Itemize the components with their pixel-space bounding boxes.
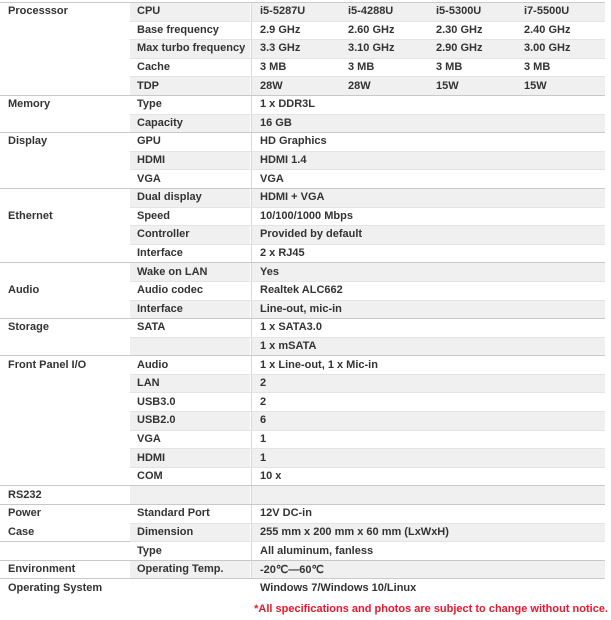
value-cells: [251, 578, 605, 597]
category-cell: [0, 21, 130, 40]
table-row: [0, 58, 605, 77]
table-row: [0, 355, 605, 374]
value-cells: [251, 467, 605, 486]
value-cell: 2 x RJ45: [260, 247, 305, 260]
value-cells: [251, 114, 605, 133]
attribute-cell: Operating Temp.: [130, 560, 251, 579]
attribute-cell: Base frequency: [130, 21, 251, 40]
value-cells: [251, 225, 605, 244]
category-cell: [0, 262, 130, 281]
table-row: [0, 76, 605, 95]
value-cell: 3.10 GHz: [348, 42, 395, 55]
category-cell: Operating System: [0, 578, 130, 597]
category-cell: [0, 374, 130, 393]
table-row: [0, 448, 605, 467]
value-cell: i5-4288U: [348, 5, 394, 18]
category-cell: [0, 430, 130, 449]
attribute-cell: Dual display: [130, 188, 251, 207]
category-cell: [0, 188, 130, 207]
attribute-cell: CPU: [130, 2, 251, 21]
value-cells: [251, 392, 605, 411]
value-cell: 3.00 GHz: [524, 42, 571, 55]
value-cell: 3.3 GHz: [260, 42, 301, 55]
value-cell: 10 x: [260, 470, 282, 483]
value-cell: 1 x SATA3.0: [260, 321, 322, 334]
value-cell: i5-5287U: [260, 5, 306, 18]
category-cell: Storage: [0, 318, 130, 337]
category-cell: [0, 58, 130, 77]
attribute-cell: Controller: [130, 225, 251, 244]
attribute-cell: Dimension: [130, 523, 251, 542]
attribute-cell: Audio codec: [130, 281, 251, 300]
value-cell: 2.60 GHz: [348, 23, 395, 36]
attribute-cell: Capacity: [130, 114, 251, 133]
category-cell: [0, 300, 130, 319]
value-cells: [251, 58, 605, 77]
table-row: [0, 225, 605, 244]
category-cell: Audio: [0, 281, 130, 300]
value-cell: VGA: [260, 172, 284, 185]
value-cell: 2: [260, 395, 267, 408]
value-cell: 3 MB: [436, 61, 463, 74]
value-cells: [251, 262, 605, 281]
category-cell: [0, 244, 130, 263]
category-cell: [0, 169, 130, 188]
value-cells: [251, 151, 605, 170]
attribute-cell: Interface: [130, 244, 251, 263]
value-cells: [251, 355, 605, 374]
value-cells: [251, 411, 605, 430]
table-row: [0, 467, 605, 486]
value-cell: Yes: [260, 265, 279, 278]
value-cell: 1 x DDR3L: [260, 98, 316, 111]
value-cells: [251, 523, 605, 542]
attribute-cell: SATA: [130, 318, 251, 337]
category-cell: Case: [0, 523, 130, 542]
category-cell: Display: [0, 132, 130, 151]
category-cell: Ethernet: [0, 207, 130, 226]
value-cell: 1: [260, 432, 267, 445]
value-cell: HDMI 1.4: [260, 154, 307, 167]
category-cell: Environment: [0, 560, 130, 579]
value-cells: [251, 132, 605, 151]
attribute-cell: VGA: [130, 169, 251, 188]
value-cell: 2.9 GHz: [260, 23, 301, 36]
value-cells: [251, 169, 605, 188]
attribute-cell: Cache: [130, 58, 251, 77]
value-cells: [251, 374, 605, 393]
value-cells: [251, 560, 605, 579]
value-cells: [251, 504, 605, 523]
attribute-cell: [130, 578, 251, 597]
value-cell: 2: [260, 377, 267, 390]
spec-table: [0, 2, 605, 597]
attribute-cell: VGA: [130, 430, 251, 449]
value-cell: 15W: [436, 79, 459, 92]
attribute-cell: TDP: [130, 76, 251, 95]
category-cell: Processsor: [0, 2, 130, 21]
table-row: [0, 374, 605, 393]
value-cells: [251, 207, 605, 226]
category-cell: [0, 411, 130, 430]
value-cell: 15W: [524, 79, 547, 92]
value-cells: [251, 95, 605, 114]
table-row: [0, 523, 605, 542]
value-cells: [251, 21, 605, 40]
table-row: [0, 2, 605, 21]
attribute-cell: [130, 485, 251, 504]
attribute-cell: Max turbo frequency: [130, 39, 251, 58]
value-cell: 1 x mSATA: [260, 339, 317, 352]
value-cell: [252, 485, 605, 504]
table-row: [0, 541, 605, 560]
attribute-cell: Standard Port: [130, 504, 251, 523]
value-cell: Provided by default: [260, 228, 363, 241]
value-cell: 28W: [260, 79, 283, 92]
table-row: [0, 244, 605, 263]
attribute-cell: USB3.0: [130, 392, 251, 411]
value-cell: HDMI + VGA: [260, 191, 325, 204]
value-cell: 3 MB: [260, 61, 287, 74]
table-row: [0, 430, 605, 449]
value-cell: i5-5300U: [436, 5, 482, 18]
table-row: [0, 169, 605, 188]
attribute-cell: GPU: [130, 132, 251, 151]
table-row: [0, 188, 605, 207]
attribute-cell: Type: [130, 95, 251, 114]
value-cell: i7-5500U: [524, 5, 570, 18]
category-cell: [0, 151, 130, 170]
value-cell: 255 mm x 200 mm x 60 mm (LxWxH): [260, 525, 449, 538]
value-cell: 2.40 GHz: [524, 23, 571, 36]
value-cell: 1: [260, 451, 267, 464]
category-cell: [0, 225, 130, 244]
value-cell: Realtek ALC662: [260, 284, 343, 297]
value-cells: [251, 2, 605, 21]
attribute-cell: Interface: [130, 300, 251, 319]
table-row: [0, 300, 605, 319]
table-row: [0, 504, 605, 523]
value-cell: 12V DC-in: [260, 507, 312, 520]
category-cell: [0, 337, 130, 356]
value-cell: All aluminum, fanless: [260, 544, 374, 557]
attribute-cell: [130, 337, 251, 356]
value-cells: [251, 318, 605, 337]
table-row: [0, 411, 605, 430]
table-row: [0, 560, 605, 579]
value-cell: 16 GB: [260, 116, 292, 129]
value-cells: [251, 430, 605, 449]
table-row: [0, 21, 605, 40]
value-cells: [251, 76, 605, 95]
footnote: *All specifications and photos are subject to change without notice.: [254, 603, 608, 615]
category-cell: [0, 467, 130, 486]
category-cell: Front Panel I/O: [0, 355, 130, 374]
value-cell: Windows 7/Windows 10/Linux: [260, 581, 417, 594]
table-row: [0, 337, 605, 356]
value-cells: [251, 485, 605, 504]
attribute-cell: HDMI: [130, 448, 251, 467]
value-cell: 3 MB: [348, 61, 375, 74]
attribute-cell: LAN: [130, 374, 251, 393]
attribute-cell: COM: [130, 467, 251, 486]
value-cells: [251, 39, 605, 58]
value-cell: 10/100/1000 Mbps: [260, 209, 353, 222]
value-cells: [251, 281, 605, 300]
value-cell: 2.90 GHz: [436, 42, 483, 55]
table-row: [0, 114, 605, 133]
value-cell: 1 x Line-out, 1 x Mic-in: [260, 358, 378, 371]
value-cell: 6: [260, 414, 267, 427]
table-row: [0, 578, 605, 597]
category-cell: Memory: [0, 95, 130, 114]
value-cells: [251, 541, 605, 560]
value-cells: [251, 188, 605, 207]
attribute-cell: Wake on LAN: [130, 262, 251, 281]
table-row: [0, 95, 605, 114]
table-row: [0, 39, 605, 58]
value-cell: HD Graphics: [260, 135, 327, 148]
category-cell: Power: [0, 504, 130, 523]
table-row: [0, 132, 605, 151]
attribute-cell: Type: [130, 541, 251, 560]
value-cells: [251, 244, 605, 263]
category-cell: [0, 541, 130, 560]
table-row: [0, 281, 605, 300]
category-cell: [0, 448, 130, 467]
value-cell: 3 MB: [524, 61, 551, 74]
table-row: [0, 262, 605, 281]
value-cells: [251, 337, 605, 356]
value-cell: 2.30 GHz: [436, 23, 483, 36]
category-cell: [0, 114, 130, 133]
category-cell: RS232: [0, 485, 130, 504]
value-cell: Line-out, mic-in: [260, 302, 342, 315]
table-row: [0, 485, 605, 504]
attribute-cell: Audio: [130, 355, 251, 374]
value-cell: -20℃—60℃: [260, 563, 324, 576]
category-cell: [0, 76, 130, 95]
value-cell: 28W: [348, 79, 371, 92]
table-row: [0, 151, 605, 170]
table-row: [0, 392, 605, 411]
attribute-cell: Speed: [130, 207, 251, 226]
attribute-cell: USB2.0: [130, 411, 251, 430]
category-cell: [0, 39, 130, 58]
category-cell: [0, 392, 130, 411]
value-cells: [251, 448, 605, 467]
value-cells: [251, 300, 605, 319]
attribute-cell: HDMI: [130, 151, 251, 170]
table-row: [0, 207, 605, 226]
table-row: [0, 318, 605, 337]
